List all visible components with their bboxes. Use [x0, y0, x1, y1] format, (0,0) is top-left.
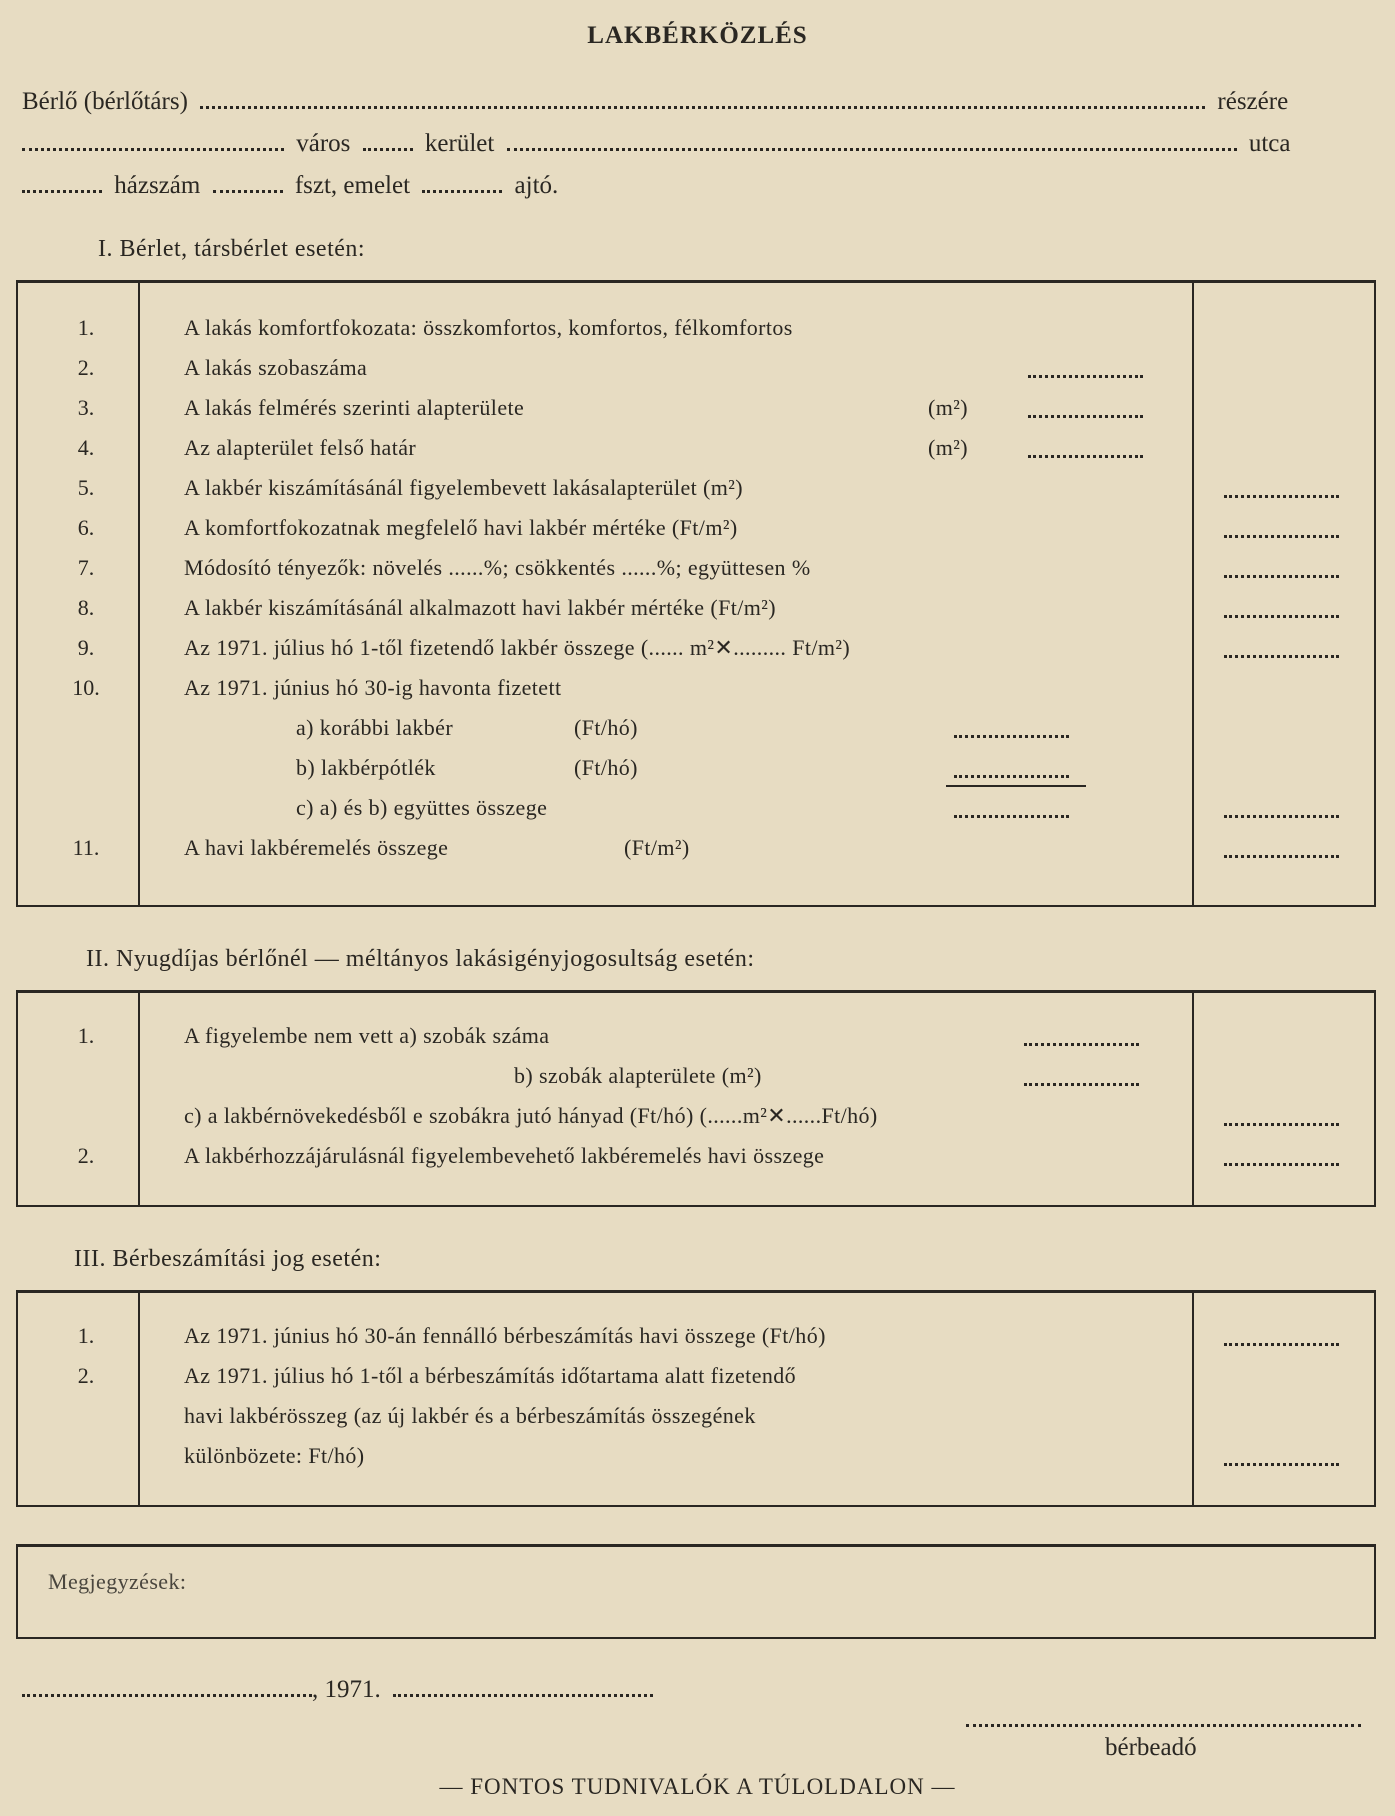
previous-rent-field[interactable]	[954, 731, 1069, 738]
applied-rate-field[interactable]	[1224, 611, 1339, 618]
house-number-field[interactable]	[22, 184, 102, 193]
table-row-text: Az 1971. július hó 1-től fizetendő lakbér összege (...... m²✕......... Ft/m²)	[184, 635, 851, 660]
street-field[interactable]	[507, 142, 1237, 151]
table-row-number: 1.	[77, 1323, 95, 1348]
table-row-number: 11.	[72, 835, 100, 860]
table-row-number: 1.	[77, 315, 95, 340]
table-row-number: 8.	[77, 595, 95, 620]
table-row-number: 5.	[77, 475, 95, 500]
street-label: utca	[1248, 130, 1291, 157]
date-year: , 1971.	[312, 1676, 381, 1703]
table-row-text: Az alapterület felső határ	[184, 435, 417, 460]
section3-heading: III. Bérbeszámítási jog esetén:	[74, 1246, 382, 1272]
table-row-text: Az 1971. július hó 1-től a bérbeszámítás időtartama alatt fizetendő	[184, 1363, 797, 1388]
date-line	[22, 1676, 659, 1704]
table-row-text: A lakbér kiszámításánál alkalmazott havi lakbér mértéke (Ft/m²)	[184, 595, 776, 620]
excluded-rooms-field[interactable]	[1024, 1039, 1139, 1046]
notes-box[interactable]	[16, 1544, 1376, 1639]
table-row-number: 2.	[77, 1143, 95, 1168]
table-row-text: különbözete: Ft/hó)	[184, 1443, 365, 1468]
table-row-number: 1.	[77, 1023, 95, 1048]
table-row-text: A lakás komfortfokozata: összkomfortos, komfortos, félkomfortos	[184, 315, 793, 340]
table-row-text: Az 1971. június hó 30-án fennálló bérbeszámítás havi összege (Ft/hó)	[184, 1323, 826, 1348]
signature-field[interactable]	[966, 1720, 1361, 1727]
section1-table	[16, 280, 1376, 907]
city-label: város	[296, 130, 351, 157]
section3-table	[16, 1290, 1376, 1507]
combined-sum-total-field[interactable]	[1224, 811, 1339, 818]
table-row-number: 7.	[77, 555, 95, 580]
signature-label: bérbeadó	[1105, 1734, 1197, 1761]
new-rent-field[interactable]	[1224, 651, 1339, 658]
table-row-number: 2.	[77, 1363, 95, 1388]
table-row-number: 3.	[77, 395, 95, 420]
rent-supplement-field[interactable]	[954, 771, 1069, 778]
table-row-text: a) korábbi lakbér	[296, 715, 454, 740]
table-row-number: 2.	[77, 355, 95, 380]
date-field[interactable]	[393, 1688, 653, 1697]
table-row-text: c) a) és b) együttes összege	[296, 795, 548, 820]
area-upper-limit-field[interactable]	[1028, 451, 1143, 458]
excluded-rooms-area-field[interactable]	[1024, 1079, 1139, 1086]
footer-note: — FONTOS TUDNIVALÓK A TÚLOLDALON —	[439, 1774, 956, 1799]
section2-table	[16, 990, 1376, 1207]
table-row-text: havi lakbérösszeg (az új lakbér és a bérbeszámítás összegének	[184, 1403, 756, 1428]
table-row-text: b) lakbérpótlék	[296, 755, 436, 780]
tenant-line	[22, 88, 1288, 116]
table-row-text: A lakás felmérés szerinti alapterülete	[184, 395, 525, 420]
address-line-1	[22, 130, 1290, 158]
table-row-text: A lakás szobaszáma	[184, 355, 368, 380]
tenant-name-field[interactable]	[200, 100, 1205, 109]
contribution-increase-field[interactable]	[1224, 1159, 1339, 1166]
house-label: házszám	[114, 172, 201, 199]
unit-label: (Ft/m²)	[624, 835, 690, 860]
unit-label: (m²)	[928, 435, 968, 460]
room-count-field[interactable]	[1028, 371, 1143, 378]
document-title: LAKBÉRKÖZLÉS	[587, 22, 808, 49]
calc-area-field[interactable]	[1224, 491, 1339, 498]
measured-area-field[interactable]	[1028, 411, 1143, 418]
city-field[interactable]	[22, 142, 284, 151]
for-label: részére	[1217, 88, 1289, 115]
credit-monthly-field[interactable]	[1224, 1339, 1339, 1346]
unit-label: (Ft/hó)	[574, 755, 638, 780]
table-row-text: c) a lakbérnövekedésből e szobákra jutó hányad (Ft/hó) (......m²✕......Ft/hó)	[184, 1103, 878, 1128]
table-row-text: b) szobák alapterülete (m²)	[514, 1063, 762, 1088]
section1-heading: I. Bérlet, társbérlet esetén:	[98, 236, 366, 262]
subtotal-underline	[946, 785, 1086, 787]
door-field[interactable]	[422, 184, 502, 193]
table-row-text: A figyelembe nem vett a) szobák száma	[184, 1023, 550, 1048]
table-row-number: 4.	[77, 435, 95, 460]
table-row-number: 6.	[77, 515, 95, 540]
table-row-text: Módosító tényezők: növelés ......%; csökkentés ......%; együttesen %	[184, 555, 811, 580]
rent-rate-field[interactable]	[1224, 531, 1339, 538]
table-row-text: A havi lakbéremelés összege	[184, 835, 449, 860]
combined-sum-field[interactable]	[954, 811, 1069, 818]
floor-field[interactable]	[213, 184, 283, 193]
modifier-field[interactable]	[1224, 571, 1339, 578]
rent-increase-field[interactable]	[1224, 851, 1339, 858]
table-row-text: A lakbérhozzájárulásnál figyelembevehető lakbéremelés havi összege	[184, 1143, 825, 1168]
table-row-number: 9.	[77, 635, 95, 660]
table-row-text: A lakbér kiszámításánál figyelembevett lakásalapterület (m²)	[184, 475, 743, 500]
credit-payable-field[interactable]	[1224, 1459, 1339, 1466]
district-label: kerület	[424, 130, 495, 157]
floor-label: fszt, emelet	[294, 172, 411, 199]
district-number-field[interactable]	[363, 142, 413, 151]
unit-label: (m²)	[928, 395, 968, 420]
table-row-text: Az 1971. június hó 30-ig havonta fizetett	[184, 675, 562, 700]
tenant-label: Bérlő (bérlőtárs)	[22, 88, 188, 115]
notes-label: Megjegyzések:	[48, 1569, 187, 1594]
section2-heading: II. Nyugdíjas bérlőnél — méltányos lakásigényjogosultság esetén:	[86, 946, 755, 972]
rooms-share-field[interactable]	[1224, 1119, 1339, 1126]
table-row-text: A komfortfokozatnak megfelelő havi lakbér mértéke (Ft/m²)	[184, 515, 738, 540]
door-label: ajtó.	[514, 172, 559, 199]
table-row-number: 10.	[72, 675, 100, 700]
unit-label: (Ft/hó)	[574, 715, 638, 740]
address-line-2	[22, 172, 558, 200]
place-field[interactable]	[22, 1688, 312, 1697]
